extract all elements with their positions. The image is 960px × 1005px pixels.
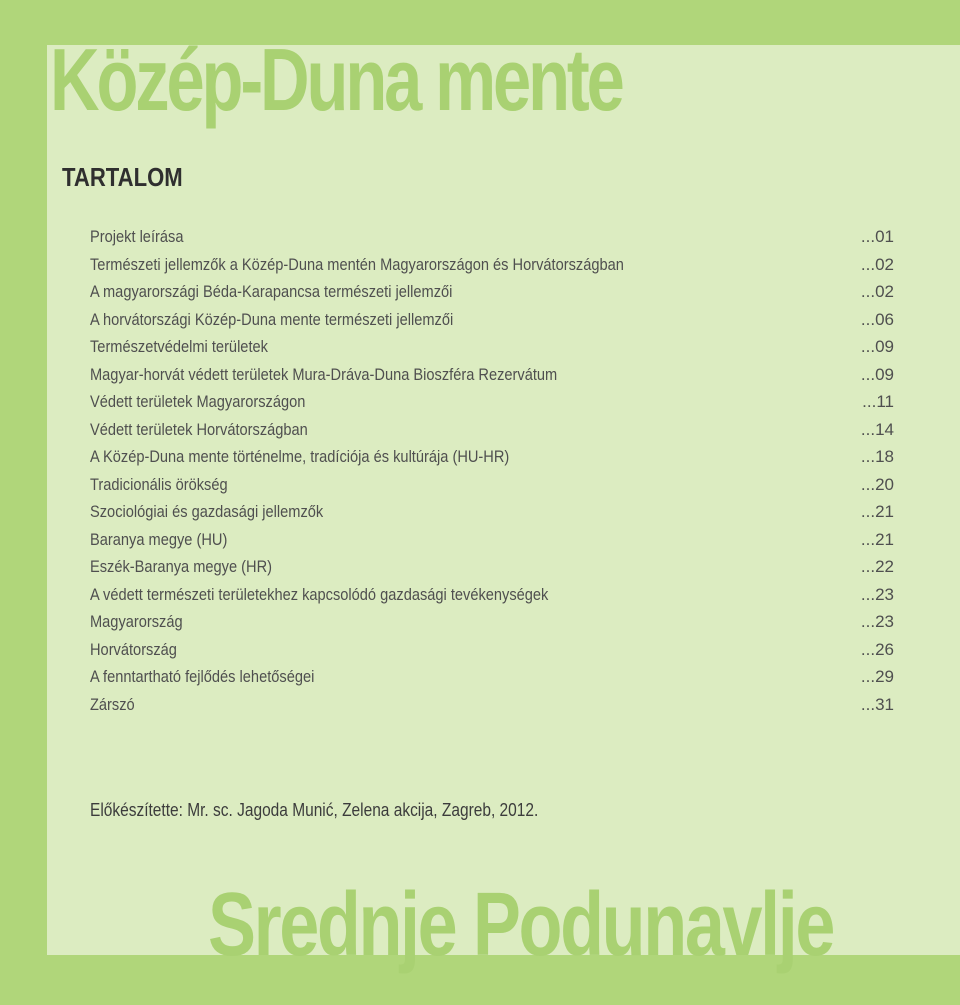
toc-entry-page: ...06 [860,309,894,329]
toc-entry-title: Védett területek Magyarországon [90,392,306,411]
toc-entry-page: ...02 [860,254,894,274]
toc-entry-page: ...20 [860,474,894,494]
toc-entry [90,443,894,471]
toc-entry-title: A fenntartható fejlődés lehetőségei [90,667,315,686]
title-croatian: Srednje Podunavlje [208,875,833,975]
toc-entry-page: ...11 [862,392,894,411]
toc-entry-title: Magyarország [90,612,183,631]
toc-entry-page: ...31 [860,694,894,714]
toc-entry-page: ...09 [860,337,894,356]
toc-entry [90,553,894,581]
toc-entry-page: ...26 [860,639,894,659]
toc-entry-title: Horvátország [90,639,177,659]
toc-entry-page: ...01 [860,227,894,246]
toc-entry [90,388,894,416]
toc-entry-page: ...14 [860,419,894,439]
toc-entry [90,416,894,444]
contents-heading: TARTALOM [62,162,183,192]
toc-entry [90,498,894,526]
toc-entry-title: Tradicionális örökség [90,474,228,494]
toc-entry-title: Magyar-horvát védett területek Mura-Dráva-Duna Bioszféra Rezervátum [90,364,558,384]
toc-entry [90,581,894,609]
toc-entry-page: ...29 [860,667,894,686]
toc-entry [90,223,894,251]
toc-entry-title: A horvátországi Közép-Duna mente természeti jellemzői [90,309,454,329]
toc-entry-page: ...23 [860,612,894,631]
toc-entry [90,251,894,279]
toc-entry-page: ...22 [860,557,894,576]
toc-entry [90,608,894,636]
toc-entry-title: Zárszó [90,694,135,714]
toc-entry [90,691,894,719]
toc-entry [90,306,894,334]
toc-entry-page: ...02 [860,282,894,301]
toc-entry-title: Projekt leírása [90,227,184,246]
toc-entry-page: ...09 [860,364,894,384]
toc-entry-title: A magyarországi Béda-Karapancsa természeti jellemzői [90,282,453,301]
toc-entry-title: Eszék-Baranya megye (HR) [90,557,272,576]
toc-entry-title: Szociológiai és gazdasági jellemzők [90,502,324,521]
table-of-contents [90,223,894,718]
toc-entry-title: Baranya megye (HU) [90,529,228,549]
toc-entry-page: ...21 [860,529,894,549]
toc-entry [90,333,894,361]
toc-entry-title: Természetvédelmi területek [90,337,268,356]
toc-entry-page: ...18 [860,447,894,466]
toc-entry-title: A Közép-Duna mente történelme, tradíciója és kultúrája (HU-HR) [90,447,510,466]
toc-entry-page: ...23 [860,584,894,604]
toc-entry [90,361,894,389]
toc-entry [90,526,894,554]
toc-entry [90,663,894,691]
title-hungarian: Közép-Duna mente [50,30,622,129]
toc-entry [90,471,894,499]
toc-entry [90,278,894,306]
toc-entry-title: A védett természeti területekhez kapcsolódó gazdasági tevékenységek [90,584,549,604]
toc-entry-title: Természeti jellemzők a Közép-Duna mentén Magyarországon és Horvátországban [90,254,624,274]
toc-entry-page: ...21 [860,502,894,521]
prepared-by-credit: Előkészítette: Mr. sc. Jagoda Munić, Zelena akcija, Zagreb, 2012. [90,800,539,820]
toc-entry [90,636,894,664]
toc-entry-title: Védett területek Horvátországban [90,419,308,439]
